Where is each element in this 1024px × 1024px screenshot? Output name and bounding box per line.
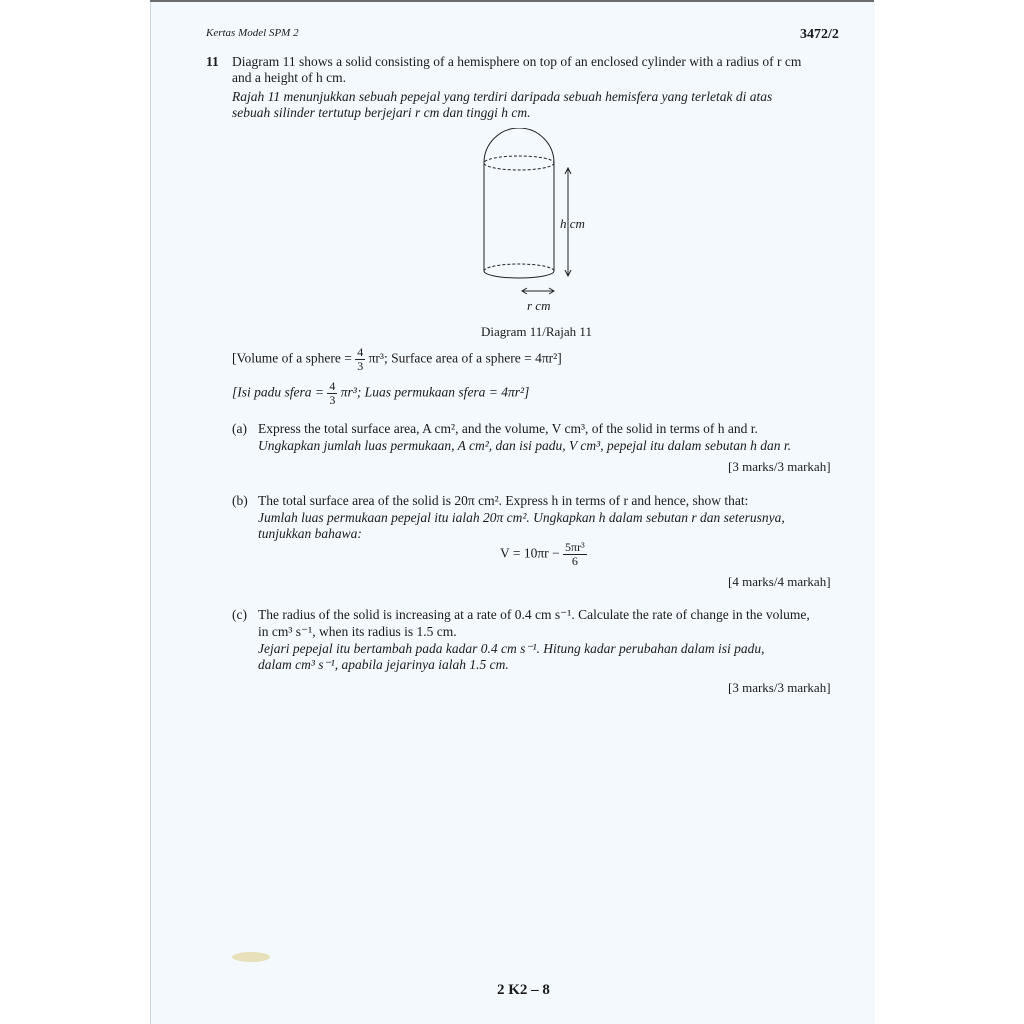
intro-en-line-2: and a height of h cm.	[232, 70, 346, 85]
part-b-label: (b)	[232, 493, 248, 508]
formula-en	[232, 346, 562, 373]
formula-ms-prefix: [Isi padu sfera =	[232, 384, 324, 400]
intro-ms-line-1: Rajah 11 menunjukkan sebuah pepejal yang terdiri daripada sebuah hemisfera yang terletak di atas	[232, 89, 773, 104]
part-c-ms-line-2: dalam cm³ s⁻¹, apabila jejarinya ialah 1.5 cm.	[258, 657, 509, 672]
fraction-denominator: 3	[329, 393, 336, 407]
fraction-denominator: 3	[357, 359, 364, 373]
height-label: h cm	[560, 216, 585, 231]
formula-ms-fraction	[327, 380, 337, 407]
bottom-ellipse-back	[484, 264, 554, 271]
part-b-ms-line-1: Jumlah luas permukaan pepejal itu ialah 20π cm². Ungkapkan h dalam sebutan r dan seterusnya,	[258, 510, 785, 525]
equation-left: V = 10πr −	[500, 545, 560, 561]
formula-ms-rest: πr³; Luas permukaan sfera = 4πr²]	[340, 384, 530, 400]
part-c-label: (c)	[232, 607, 247, 622]
intro-en-line-1: Diagram 11 shows a solid consisting of a hemisphere on top of an enclosed cylinder with a radius of r cm	[232, 54, 802, 69]
radius-label: r cm	[527, 298, 551, 313]
part-b-en: The total surface area of the solid is 20π cm². Express h in terms of r and hence, show that:	[258, 493, 749, 508]
diagram-11-figure	[470, 128, 610, 318]
formula-ms	[232, 380, 529, 407]
bottom-ellipse-front	[484, 271, 554, 278]
top-dashed-ellipse	[484, 156, 554, 170]
formula-en-rest: πr³; Surface area of a sphere = 4πr²]	[368, 350, 562, 366]
formula-en-prefix: [Volume of a sphere =	[232, 350, 352, 366]
part-a-marks: [3 marks/3 markah]	[728, 459, 831, 474]
intro-ms-line-2: sebuah silinder tertutup berjejari r cm dan tinggi h cm.	[232, 105, 531, 120]
part-b-equation	[500, 541, 587, 568]
diagram-caption: Diagram 11/Rajah 11	[481, 324, 592, 339]
header-right: 3472/2	[800, 27, 839, 42]
part-b-ms-line-2: tunjukkan bahawa:	[258, 526, 362, 541]
fraction-numerator: 4	[357, 345, 364, 359]
paper-smudge	[232, 952, 270, 962]
header-left: Kertas Model SPM 2	[206, 27, 299, 39]
part-c-en-line-2: in cm³ s⁻¹, when its radius is 1.5 cm.	[258, 624, 457, 639]
part-a-ms: Ungkapkan jumlah luas permukaan, A cm², dan isi padu, V cm³, pepejal itu dalam sebutan h dan r.	[258, 438, 792, 453]
equation-numerator: 5πr³	[565, 540, 585, 554]
part-c-en-line-1: The radius of the solid is increasing at a rate of 0.4 cm s⁻¹. Calculate the rate of change in the volume,	[258, 607, 810, 622]
page-footer: 2 K2 – 8	[497, 982, 550, 998]
top-edge-line	[150, 0, 874, 2]
formula-en-fraction	[355, 346, 365, 373]
equation-denominator: 6	[571, 554, 578, 568]
part-c-marks: [3 marks/3 markah]	[728, 680, 831, 695]
equation-fraction	[563, 541, 587, 568]
part-a-en: Express the total surface area, A cm², and the volume, V cm³, of the solid in terms of h and r.	[258, 421, 758, 436]
fraction-numerator: 4	[329, 379, 336, 393]
part-b-marks: [4 marks/4 markah]	[728, 574, 831, 589]
part-a-label: (a)	[232, 421, 247, 436]
part-c-ms-line-1: Jejari pepejal itu bertambah pada kadar 0.4 cm s⁻¹. Hitung kadar perubahan dalam isi padu,	[258, 641, 765, 656]
question-number: 11	[206, 54, 219, 69]
